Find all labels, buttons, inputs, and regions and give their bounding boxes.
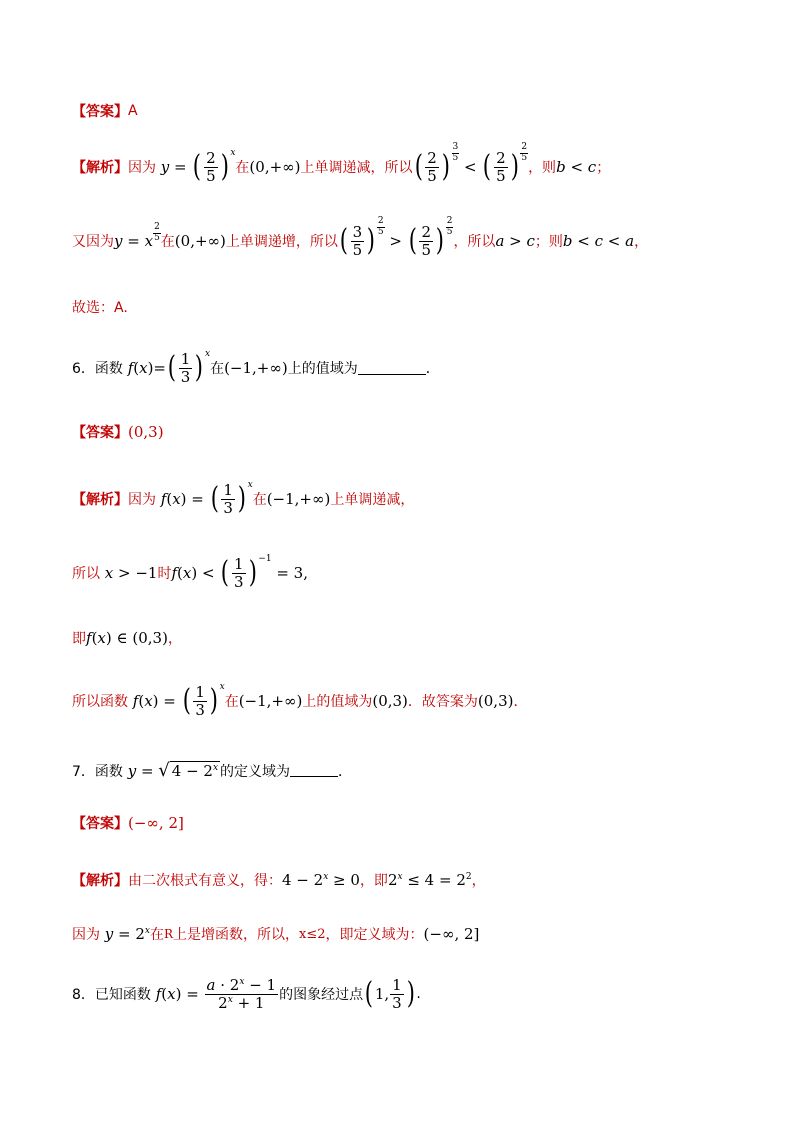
text: ，即定义域为： [325, 927, 424, 943]
text: 7．函数 [72, 763, 123, 780]
text: 上的值域为 [302, 694, 373, 710]
math-power: ( $\frac{1}{3}$ ) x [182, 682, 225, 719]
text: 在 [252, 492, 267, 508]
answer-tag: 【答案】 [72, 104, 128, 120]
math: ) = [180, 490, 209, 508]
analysis-tag: 【解析】 [72, 492, 128, 508]
text: (−∞, 2] [423, 925, 480, 943]
math: (0,+∞) [249, 158, 301, 176]
q7-analysis-line-1 [72, 870, 486, 890]
math: ) < [191, 564, 220, 582]
math: f [86, 629, 92, 647]
q5-analysis-line-1 [72, 142, 611, 185]
math-power: ( $\frac{2}{5}$ ) 3 5 [414, 142, 459, 185]
math-point: ( 1, $\frac{1}{3}$ ) [364, 976, 415, 1012]
q6-analysis-line-2 [72, 556, 308, 590]
math: (−1,+∞) [266, 490, 331, 508]
q6-analysis-line-1 [72, 482, 414, 516]
math: ( [166, 490, 173, 508]
analysis-tag: 【解析】 [72, 873, 128, 889]
analysis-tag: 【解析】 [72, 160, 128, 176]
answer-value: A [128, 103, 138, 119]
answer-tag: 【答案】 [72, 816, 128, 832]
text: ；则 [534, 234, 563, 250]
text: 上单调递减， [330, 492, 415, 508]
q7-answer-line [72, 813, 184, 833]
math: f [171, 564, 178, 582]
math: y [100, 925, 114, 943]
math: )= [147, 359, 166, 377]
text: 上的值域为 [287, 361, 358, 377]
text: ，所以 [453, 234, 496, 250]
math: (0,+∞) [174, 232, 226, 250]
math: (0,3) [372, 692, 408, 710]
math: x [97, 629, 106, 647]
text: 因为 [128, 160, 156, 176]
math-sqrt: √ $4 - 2^x$ [158, 760, 219, 781]
math: f [122, 359, 134, 377]
text: x≤2 [299, 926, 326, 942]
math: > [384, 232, 407, 250]
math: y [114, 232, 123, 250]
math: ( [161, 985, 168, 1003]
answer-blank [290, 764, 338, 777]
text: 的定义域为 [220, 763, 291, 780]
text: 在 [160, 234, 175, 250]
q6-stem [72, 351, 440, 385]
text: 在 [210, 361, 225, 377]
math: c [594, 232, 604, 250]
math-power: ( $\frac{1}{3}$ ) x [167, 349, 211, 386]
text: 在 [224, 694, 239, 710]
math: = [122, 232, 145, 250]
math: $2^x \le 4 = 2^2$ [387, 871, 472, 889]
math: x [144, 692, 153, 710]
text: 即 [72, 631, 86, 647]
math: f [128, 692, 139, 710]
text: 所以 [72, 566, 100, 582]
text: 因为 [128, 492, 156, 508]
math-power: ( $\frac{1}{3}$ ) x [210, 480, 253, 517]
math: > −1 [113, 564, 158, 582]
text: 时 [157, 566, 172, 582]
text: ， [634, 234, 649, 250]
text: ．故答案为 [407, 694, 478, 710]
q7-stem [72, 760, 352, 781]
math: < [572, 232, 595, 250]
math-power: ( $\frac{2}{5}$ ) 2 5 [408, 216, 453, 259]
q8-stem [72, 977, 421, 1011]
text: 因为 [72, 927, 100, 943]
math: y [156, 158, 170, 176]
text: ， [471, 873, 486, 889]
answer-blank [358, 362, 426, 375]
text: 在 [235, 160, 250, 176]
math-power: ( $\frac{1}{3}$ ) −1 [221, 554, 272, 591]
math: (0,3) [477, 692, 514, 710]
math: c [587, 158, 597, 176]
math: x [139, 359, 148, 377]
math: y [122, 761, 137, 780]
text: ； [596, 160, 611, 176]
q6-answer-line [72, 422, 164, 442]
text: 又因为 [72, 234, 114, 250]
math: (−1,+∞) [224, 359, 288, 377]
math: (−∞, 2] [128, 814, 184, 832]
text: 在 [149, 927, 164, 943]
math: (0,3) [128, 423, 164, 441]
text: 上单调递增，所以 [225, 234, 338, 250]
math: f [150, 985, 162, 1003]
text: 由二次根式有意义，得： [128, 873, 282, 889]
math: = [169, 158, 192, 176]
text: 8．已知函数 [72, 987, 151, 1003]
text: ． [513, 694, 528, 710]
math: < [603, 232, 626, 250]
math: x [172, 490, 181, 508]
math: b [562, 232, 573, 250]
answer-tag: 【答案】 [72, 425, 128, 441]
q5-analysis-line-2 [72, 216, 649, 259]
math-power: ( $\frac{3}{5}$ ) 2 5 [339, 216, 384, 259]
q6-analysis-line-4 [72, 684, 527, 718]
math: > [504, 232, 527, 250]
text: 上是增函数，所以， [173, 927, 300, 943]
math-fraction: $\frac{a \cdot 2^x - 1}{2^x + 1}$ [206, 976, 277, 1012]
math: ) = [175, 985, 204, 1003]
text: 上单调递减，所以 [300, 160, 413, 176]
text: 所以函数 [72, 694, 128, 710]
math-power: ( $\frac{2}{5}$ ) 2 5 [483, 142, 528, 185]
math: x [167, 985, 176, 1003]
text: ． [425, 361, 440, 377]
math: < [459, 158, 482, 176]
math: ( [133, 359, 140, 377]
math: = [136, 761, 159, 780]
math: ( [177, 564, 183, 582]
q7-analysis-line-2 [72, 924, 479, 944]
text: ． [338, 763, 353, 780]
math: ) ∈ (0,3) [105, 629, 168, 647]
math: x [100, 564, 114, 582]
math: b [556, 158, 566, 176]
q6-analysis-line-3 [72, 628, 182, 648]
text: 的图象经过点 [279, 987, 364, 1003]
math: c [526, 232, 535, 250]
math: x [144, 232, 154, 250]
text: ，则 [528, 160, 557, 176]
q5-conclusion: 故选：A. [72, 300, 128, 316]
math: $4 - 2^x \ge 0$ [282, 871, 360, 889]
text: ，即 [359, 873, 388, 889]
math: a [495, 232, 505, 250]
math: ( [138, 692, 145, 710]
math: = 3, [271, 564, 308, 582]
math: < [565, 158, 588, 176]
math: (−1,+∞) [238, 692, 303, 710]
math: f [156, 490, 167, 508]
math: x [182, 564, 192, 582]
math: = $2^x$ [113, 925, 150, 943]
math-exponent: 2 5 [154, 222, 160, 243]
math: ) = [152, 692, 181, 710]
math: ( [91, 629, 98, 647]
text: ， [167, 631, 182, 647]
math-power: ( $\frac{2}{5}$ ) x [193, 148, 236, 185]
q5-answer-line [72, 101, 138, 121]
text: . [416, 986, 421, 1002]
text: R [163, 927, 174, 941]
math: a [625, 232, 635, 250]
text: 6．函数 [72, 361, 123, 377]
